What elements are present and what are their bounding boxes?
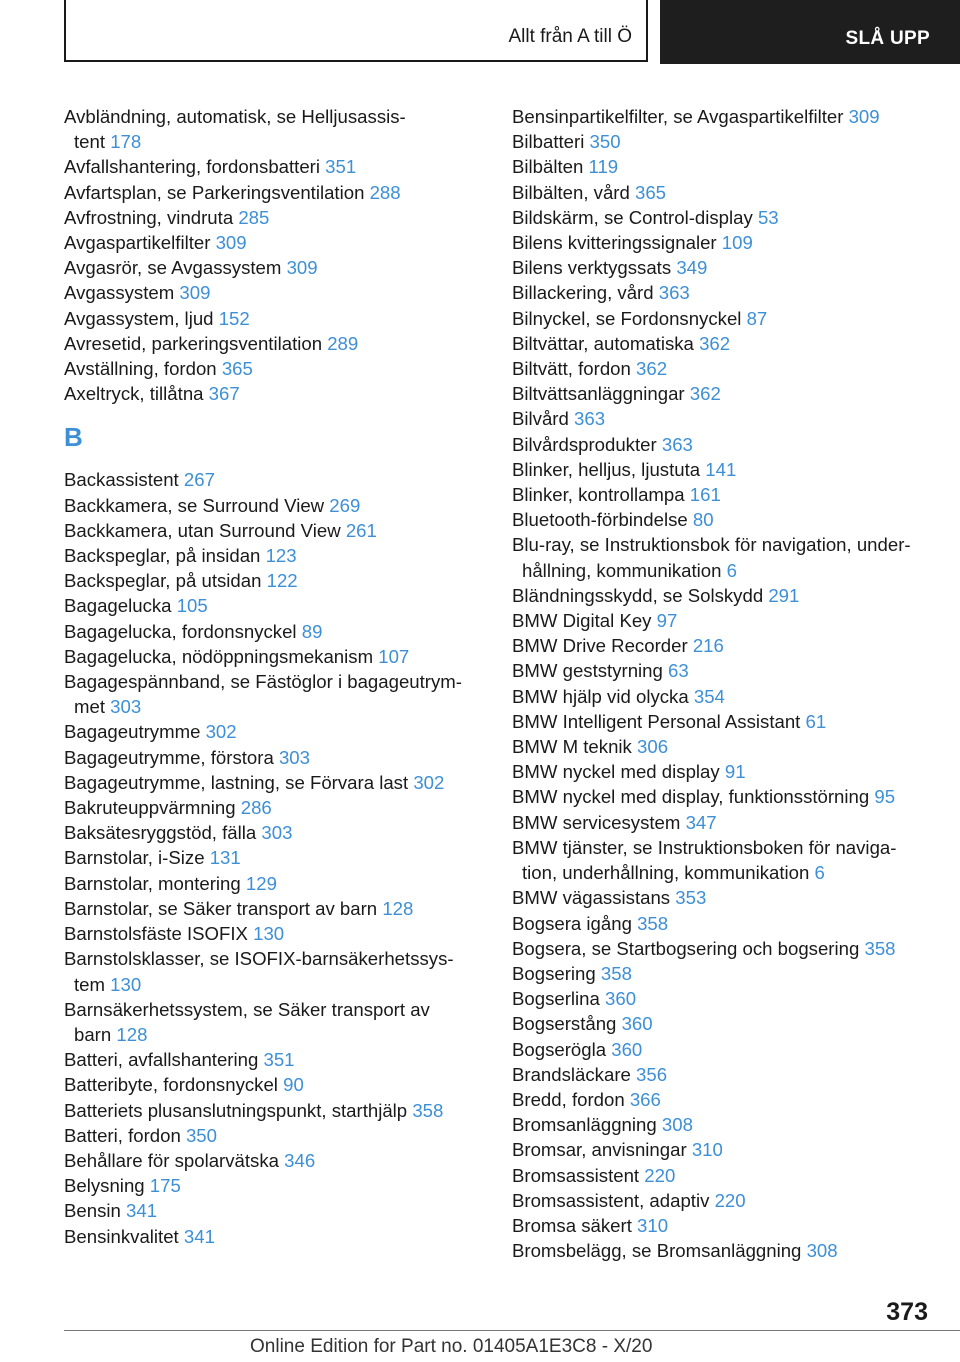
index-entry <box>512 104 952 129</box>
index-term: Biltvättar, automatiska <box>512 332 694 354</box>
index-entry <box>512 205 952 230</box>
index-entry <box>64 1224 504 1249</box>
index-entry <box>512 1062 952 1087</box>
index-entry <box>512 457 952 482</box>
index-entry <box>64 493 504 518</box>
index-term: Bluetooth-förbindelse <box>512 509 688 531</box>
tab-lookup[interactable] <box>660 0 960 64</box>
index-entry <box>512 432 952 457</box>
index-entry <box>512 507 952 532</box>
footer-divider <box>64 1330 960 1331</box>
index-entry <box>64 845 504 870</box>
index-entry <box>512 608 952 633</box>
index-entry <box>64 255 504 280</box>
index-entry <box>512 1011 952 1036</box>
page-reference-link[interactable]: 152 <box>218 307 250 329</box>
page-reference-link[interactable]: 309 <box>215 232 247 254</box>
index-term: Bensinkvalitet <box>64 1225 179 1247</box>
index-term: Backspeglar, på utsidan <box>64 570 262 592</box>
page-reference-link[interactable]: 360 <box>621 1013 653 1035</box>
index-term: BMW Drive Recorder <box>512 635 688 657</box>
index-term: Batteri, avfallshantering <box>64 1049 259 1071</box>
page-reference-link[interactable]: 161 <box>689 484 721 506</box>
index-term: Backkamera, se Surround View <box>64 494 325 516</box>
index-term: Bogserstång <box>512 1013 617 1035</box>
index-entry <box>512 1238 952 1263</box>
page-reference-link[interactable]: 269 <box>329 494 361 516</box>
page-reference-link[interactable]: 6 <box>814 862 825 884</box>
index-entry <box>512 658 952 683</box>
page-reference-link[interactable]: 303 <box>261 822 293 844</box>
page-reference-link[interactable]: 306 <box>637 736 669 758</box>
index-entry <box>512 709 952 734</box>
index-entry <box>512 734 952 759</box>
index-term: Bensin <box>64 1200 121 1222</box>
index-entry <box>64 871 504 896</box>
index-term: Blu-ray, se Instruktionsbok för navigation, under- <box>512 534 911 556</box>
page-reference-link[interactable]: 308 <box>661 1114 693 1136</box>
index-entry <box>512 1037 952 1062</box>
index-term: Barnstolsklasser, se ISOFIX-barnsäkerhetssys- <box>64 948 454 970</box>
index-entry <box>512 986 952 1011</box>
page-reference-link[interactable]: 303 <box>110 696 142 718</box>
page-reference-link[interactable]: 141 <box>705 458 737 480</box>
index-entry <box>64 719 504 744</box>
page-reference-link[interactable]: 288 <box>369 181 401 203</box>
page-reference-link[interactable]: 109 <box>721 232 753 254</box>
index-entry <box>512 961 952 986</box>
page-reference-link[interactable]: 350 <box>185 1124 217 1146</box>
index-term: Avfrostning, vindruta <box>64 206 234 228</box>
index-entry <box>64 104 504 154</box>
page-reference-link[interactable]: 358 <box>637 912 669 934</box>
index-entry <box>512 810 952 835</box>
index-term: Bilvårdsprodukter <box>512 433 657 455</box>
index-entry <box>64 921 504 946</box>
page-reference-link[interactable]: 63 <box>668 660 689 682</box>
index-entry <box>512 1163 952 1188</box>
index-term: Bromsar, anvisningar <box>512 1139 687 1161</box>
page-reference-link[interactable]: 349 <box>676 257 708 279</box>
index-entry <box>64 1098 504 1123</box>
index-term: Bromsbelägg, se Bromsanläggning <box>512 1240 802 1262</box>
index-term: Backkamera, utan Surround View <box>64 519 341 541</box>
page-reference-link[interactable]: 358 <box>600 962 632 984</box>
index-entry <box>512 583 952 608</box>
index-entry <box>64 820 504 845</box>
index-group-a <box>64 104 504 406</box>
index-term: Baksätesryggstöd, fälla <box>64 822 257 844</box>
index-term: Barnstolar, montering <box>64 872 241 894</box>
page-reference-link[interactable]: 267 <box>183 469 215 491</box>
index-entry <box>64 230 504 255</box>
page-reference-link[interactable]: 122 <box>266 570 298 592</box>
index-term: Biltvättsanläggningar <box>512 383 685 405</box>
index-entry <box>64 619 504 644</box>
index-entry <box>512 230 952 255</box>
index-term: Batteribyte, fordonsnyckel <box>64 1074 278 1096</box>
page-reference-link[interactable]: 310 <box>637 1214 669 1236</box>
index-entry <box>64 997 504 1047</box>
index-entry <box>64 1198 504 1223</box>
page-reference-link[interactable]: 285 <box>238 206 270 228</box>
index-term: Biltvätt, fordon <box>512 358 631 380</box>
page-reference-link[interactable]: 175 <box>149 1175 181 1197</box>
index-entry <box>512 306 952 331</box>
index-entry <box>512 835 952 885</box>
tab-lookup-label: SLÅ UPP <box>845 28 930 49</box>
index-term: Bilvård <box>512 408 569 430</box>
page-reference-link[interactable]: 91 <box>724 761 746 783</box>
index-column-left <box>64 104 504 1249</box>
index-entry <box>512 936 952 961</box>
page-reference-link[interactable]: 362 <box>699 332 731 354</box>
index-entry <box>512 280 952 305</box>
page-reference-link[interactable]: 365 <box>635 181 667 203</box>
page-reference-link[interactable]: 303 <box>278 746 310 768</box>
page-number: 373 <box>886 1298 928 1326</box>
index-term: Bromsa säkert <box>512 1214 632 1236</box>
index-entry <box>64 1123 504 1148</box>
page-reference-link[interactable]: 129 <box>245 872 277 894</box>
index-term: Blinker, helljus, ljustuta <box>512 458 701 480</box>
page-reference-link[interactable]: 354 <box>693 685 725 707</box>
index-term: Bagageutrymme, lastning, se Förvara last <box>64 771 409 793</box>
index-term: Belysning <box>64 1175 145 1197</box>
index-term-continued: met <box>74 696 105 718</box>
section-letter: B <box>64 422 83 453</box>
index-term: Bagagespännband, se Fästöglor i bagageutrym- <box>64 671 462 693</box>
index-term: Avresetid, parkeringsventilation <box>64 332 323 354</box>
index-entry <box>64 331 504 356</box>
index-term: Bagageutrymme, förstora <box>64 746 274 768</box>
index-term: BMW nyckel med display, funktionsstörning <box>512 786 870 808</box>
page-reference-link[interactable]: 89 <box>301 620 323 642</box>
index-term: Avfartsplan, se Parkeringsventilation <box>64 181 365 203</box>
page-reference-link[interactable]: 216 <box>692 635 724 657</box>
footer-edition: Online Edition for Part no. 01405A1E3C8 - X/20 <box>250 1336 653 1357</box>
index-entry <box>512 633 952 658</box>
tab-a-to-z-label: Allt från A till Ö <box>508 26 632 47</box>
index-entry <box>64 154 504 179</box>
index-term: Bogsera igång <box>512 912 632 934</box>
index-term: Batteri, fordon <box>64 1124 181 1146</box>
index-term: Barnsäkerhetssystem, se Säker transport av <box>64 998 430 1020</box>
page-reference-link[interactable]: 358 <box>864 937 896 959</box>
index-term: Bromsassistent <box>512 1164 640 1186</box>
index-term: Bagagelucka, fordonsnyckel <box>64 620 297 642</box>
page-reference-link[interactable]: 310 <box>691 1139 723 1161</box>
page-reference-link[interactable]: 367 <box>208 383 240 405</box>
index-entry <box>512 911 952 936</box>
index-entry <box>64 593 504 618</box>
index-group-b-continued <box>512 104 952 1263</box>
index-group-b <box>64 467 504 1248</box>
index-term: Bogsera, se Startbogsering och bogsering <box>512 937 860 959</box>
page-reference-link[interactable]: 353 <box>675 887 707 909</box>
index-entry <box>64 896 504 921</box>
page-reference-link[interactable]: 365 <box>221 358 253 380</box>
page-reference-link[interactable]: 220 <box>644 1164 676 1186</box>
index-term: Avbländning, automatisk, se Helljusassis- <box>64 106 406 127</box>
page-reference-link[interactable]: 130 <box>110 973 142 995</box>
index-entry <box>512 532 952 582</box>
page-reference-link[interactable]: 360 <box>611 1038 643 1060</box>
index-entry <box>512 331 952 356</box>
index-entry <box>512 381 952 406</box>
page-reference-link[interactable]: 351 <box>325 156 357 178</box>
index-entry <box>512 1188 952 1213</box>
index-entry <box>512 1112 952 1137</box>
index-entry <box>512 482 952 507</box>
index-entry <box>64 669 504 719</box>
index-term: Avgaspartikelfilter <box>64 232 211 254</box>
page-reference-link[interactable]: 6 <box>726 559 737 581</box>
index-entry <box>512 1137 952 1162</box>
index-entry <box>64 770 504 795</box>
page-reference-link[interactable]: 261 <box>345 519 377 541</box>
index-term: BMW servicesystem <box>512 811 681 833</box>
page-reference-link[interactable]: 308 <box>806 1240 838 1262</box>
index-term: Bilbatteri <box>512 131 585 153</box>
index-entry <box>64 280 504 305</box>
index-entry <box>64 306 504 331</box>
index-term: Bromsanläggning <box>512 1114 657 1136</box>
index-term: Barnstolar, se Säker transport av barn <box>64 897 378 919</box>
page-reference-link[interactable]: 95 <box>874 786 896 808</box>
index-entry <box>512 684 952 709</box>
index-term: Bromsassistent, adaptiv <box>512 1189 710 1211</box>
index-entry <box>512 759 952 784</box>
index-term: BMW nyckel med display <box>512 761 720 783</box>
index-term: Billackering, vård <box>512 282 654 304</box>
index-term-continued: barn <box>74 1023 112 1045</box>
index-entry <box>512 406 952 431</box>
index-term: Bakruteuppvärmning <box>64 797 236 819</box>
index-entry <box>512 180 952 205</box>
index-term: BMW M teknik <box>512 736 632 758</box>
page-reference-link[interactable]: 302 <box>205 721 237 743</box>
page-reference-link[interactable]: 220 <box>714 1189 746 1211</box>
page-reference-link[interactable]: 363 <box>658 282 690 304</box>
page-reference-link[interactable]: 97 <box>656 610 678 632</box>
index-term: Bagageutrymme <box>64 721 201 743</box>
index-term: BMW Intelligent Personal Assistant <box>512 710 801 732</box>
index-term: BMW vägassistans <box>512 887 671 909</box>
page-reference-link[interactable]: 346 <box>284 1149 316 1171</box>
index-term: BMW tjänster, se Instruktionsboken för naviga- <box>512 836 897 858</box>
index-term: Bilbälten <box>512 156 584 178</box>
index-entry <box>64 543 504 568</box>
index-entry <box>64 745 504 770</box>
index-entry <box>64 644 504 669</box>
index-entry <box>64 795 504 820</box>
index-term: Bogserlina <box>512 988 600 1010</box>
index-term: Barnstolsfäste ISOFIX <box>64 923 248 945</box>
index-entry <box>64 356 504 381</box>
page-reference-link[interactable]: 128 <box>382 897 414 919</box>
page-reference-link[interactable]: 286 <box>240 797 272 819</box>
index-entry <box>64 1072 504 1097</box>
index-term: Backspeglar, på insidan <box>64 545 261 567</box>
page-reference-link[interactable]: 107 <box>378 645 410 667</box>
page-reference-link[interactable]: 347 <box>685 811 717 833</box>
page-reference-link[interactable]: 302 <box>413 771 445 793</box>
index-entry <box>64 467 504 492</box>
index-term: Avgasrör, se Avgassystem <box>64 257 282 279</box>
index-term: Brandsläckare <box>512 1063 631 1085</box>
index-entry <box>64 1047 504 1072</box>
index-term-continued: tion, underhållning, kommunikation <box>522 862 810 884</box>
page-reference-link[interactable]: 87 <box>746 307 768 329</box>
page-reference-link[interactable]: 289 <box>327 332 359 354</box>
page-reference-link[interactable]: 363 <box>661 433 693 455</box>
page-reference-link[interactable]: 61 <box>805 710 827 732</box>
page-reference-link[interactable]: 363 <box>574 408 606 430</box>
page-reference-link[interactable]: 351 <box>263 1049 295 1071</box>
page-reference-link[interactable]: 53 <box>757 206 779 228</box>
index-term-continued: hållning, kommunikation <box>522 559 722 581</box>
index-entry <box>512 885 952 910</box>
page-reference-link[interactable]: 358 <box>412 1099 444 1121</box>
page-reference-link[interactable]: 356 <box>636 1063 668 1085</box>
page-reference-link[interactable]: 291 <box>768 584 800 606</box>
index-entry <box>512 129 952 154</box>
index-term: Bagagelucka, nödöppningsmekanism <box>64 645 374 667</box>
page-reference-link[interactable]: 80 <box>692 509 714 531</box>
page-reference-link[interactable]: 360 <box>605 988 637 1010</box>
page-reference-link[interactable]: 366 <box>629 1088 661 1110</box>
index-entry <box>64 568 504 593</box>
page-reference-link[interactable]: 309 <box>848 106 880 127</box>
index-term-continued: tem <box>74 973 105 995</box>
page-reference-link[interactable]: 130 <box>253 923 285 945</box>
index-term: Axeltryck, tillåtna <box>64 383 204 405</box>
index-term: Bensinpartikelfilter, se Avgaspartikelfilter <box>512 106 844 127</box>
index-entry <box>512 154 952 179</box>
index-term: Bogsering <box>512 962 596 984</box>
page-reference-link[interactable]: 90 <box>283 1074 304 1096</box>
index-column-right <box>512 104 952 1263</box>
index-term: Blinker, kontrollampa <box>512 484 685 506</box>
index-term: Bildskärm, se Control-display <box>512 206 753 228</box>
index-term: Batteriets plusanslutningspunkt, starthjälp <box>64 1099 408 1121</box>
index-term: Behållare för spolarvätska <box>64 1149 279 1171</box>
page-reference-link[interactable]: 350 <box>589 131 621 153</box>
index-term: Bilens verktygssats <box>512 257 672 279</box>
page-reference-link[interactable]: 309 <box>179 282 211 304</box>
index-term: Avställning, fordon <box>64 358 217 380</box>
index-term: Avfallshantering, fordonsbatteri <box>64 156 320 178</box>
index-term: Bagagelucka <box>64 595 172 617</box>
index-term: Bilbälten, vård <box>512 181 630 203</box>
index-entry <box>64 518 504 543</box>
index-term: Bredd, fordon <box>512 1088 625 1110</box>
page-reference-link[interactable]: 119 <box>588 156 619 178</box>
index-entry <box>64 946 504 996</box>
index-entry <box>512 255 952 280</box>
page-reference-link[interactable]: 341 <box>183 1225 215 1247</box>
tab-a-to-z[interactable] <box>64 0 648 62</box>
index-term: Bländningsskydd, se Solskydd <box>512 584 764 606</box>
page-header <box>64 0 960 64</box>
index-entry <box>64 1148 504 1173</box>
index-term: BMW Digital Key <box>512 610 652 632</box>
index-entry <box>512 1213 952 1238</box>
page-reference-link[interactable]: 309 <box>286 257 318 279</box>
index-entry <box>64 1173 504 1198</box>
page-reference-link[interactable]: 123 <box>265 545 297 567</box>
page-reference-link[interactable]: 128 <box>116 1023 148 1045</box>
index-term: Avgassystem, ljud <box>64 307 214 329</box>
index-term: Avgassystem <box>64 282 175 304</box>
page-reference-link[interactable]: 341 <box>126 1200 158 1222</box>
index-term: Barnstolar, i-Size <box>64 847 205 869</box>
index-entry <box>64 381 504 406</box>
page-reference-link[interactable]: 362 <box>636 358 668 380</box>
index-term: Bilnyckel, se Fordonsnyckel <box>512 307 742 329</box>
index-entry <box>64 180 504 205</box>
index-entry <box>512 784 952 809</box>
index-term: Bilens kvitteringssignaler <box>512 232 717 254</box>
page-reference-link[interactable]: 178 <box>110 131 142 153</box>
page-reference-link[interactable]: 105 <box>176 595 208 617</box>
page-reference-link[interactable]: 362 <box>689 383 721 405</box>
index-entry <box>512 356 952 381</box>
page-reference-link[interactable]: 131 <box>209 847 241 869</box>
index-term: BMW hjälp vid olycka <box>512 685 689 707</box>
index-term-continued: tent <box>74 131 106 153</box>
index-term: Bogserögla <box>512 1038 607 1060</box>
index-entry <box>64 205 504 230</box>
index-term: BMW geststyrning <box>512 660 663 682</box>
index-entry <box>512 1087 952 1112</box>
index-term: Backassistent <box>64 469 179 491</box>
